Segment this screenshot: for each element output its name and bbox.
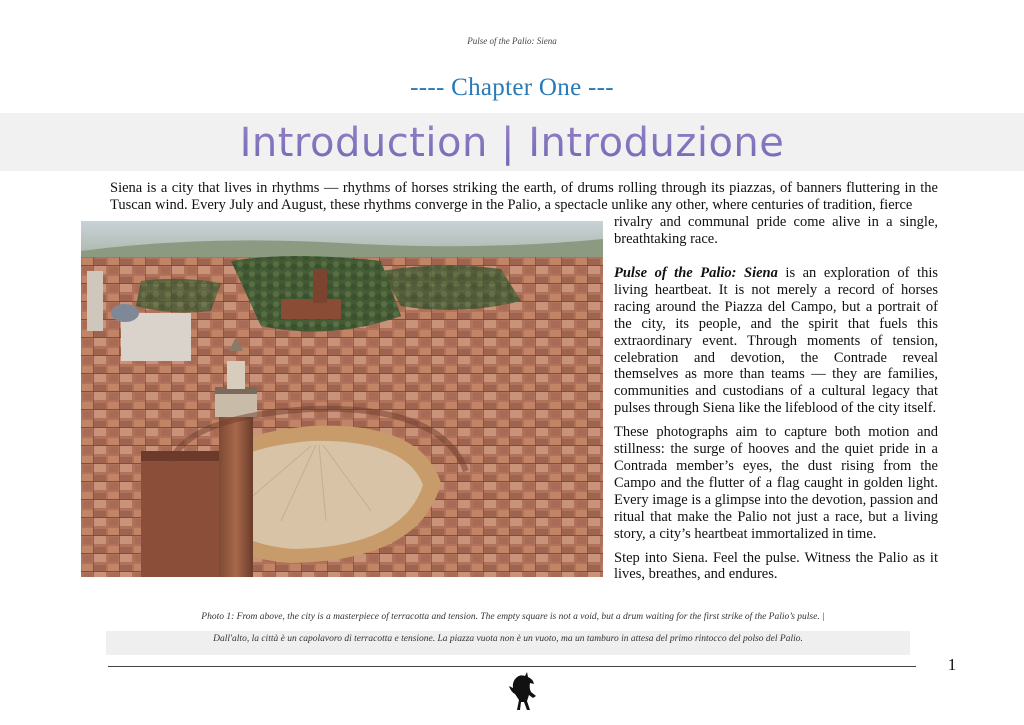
aerial-photo-siena: [81, 221, 603, 577]
project-description: is an exploration of this living heartbeat. It is not merely a record of horses racing around the Piazza del Campo, but a portrait of the city, its people, and the spirit that fuels this extraordinary event. Through moments of tension, celebration and devotion, the Contrade reveal themselves as more than teams — they are families, communities and custodians of a cultural legacy that pulses through Siena like the lifeblood of the city itself.: [614, 265, 938, 417]
footer-rule: [108, 666, 916, 667]
paragraph-project: [614, 265, 938, 417]
intro-paragraph-lead: Siena is a city that lives in rhythms — rhythms of horses striking the earth, of drums rolling through its piazzas, of banners fluttering in the Tuscan wind. Every July and August, these rhythms converge in the Palio, a spectacle unlike any other, where centuries of tradition, fierce: [110, 180, 938, 213]
paragraph-photographs: These photographs aim to capture both motion and stillness: the surge of hooves and the quiet pride in a Contrada member’s eyes, the dust rising from the Campo and the flutter of a flag caught in golden light. Every image is a glimpse into the devotion, passion and ritual that make the Palio not just a race, but a living story, a city’s heartbeat immortalized in time.: [614, 424, 938, 542]
project-title: Pulse of the Palio: Siena: [614, 265, 778, 281]
photo-caption-english: Photo 1: From above, the city is a masterpiece of terracotta and tension. The empty square is not a void, but a drum waiting for the first strike of the Palio’s pulse. |: [201, 612, 825, 622]
paragraph-closing: Step into Siena. Feel the pulse. Witness the Palio as it lives, breathes, and endures.: [614, 549, 938, 583]
chapter-label: ---- Chapter One ---: [410, 74, 614, 101]
prancing-horse-icon: [503, 670, 541, 714]
page-title: Introduction | Introduzione: [0, 115, 1024, 171]
running-head: Pulse of the Palio: Siena: [467, 36, 557, 46]
page-number: 1: [947, 655, 957, 674]
text-column: [614, 265, 938, 590]
intro-paragraph-tail: rivalry and communal pride come alive in a single, breathtaking race.: [614, 214, 938, 247]
photo-caption-italian: Dall'alto, la città è un capolavoro di terracotta e tensione. La piazza vuota non è un vuoto, ma un tamburo in attesa del primo rintocco del polso del Palio.: [213, 634, 803, 644]
